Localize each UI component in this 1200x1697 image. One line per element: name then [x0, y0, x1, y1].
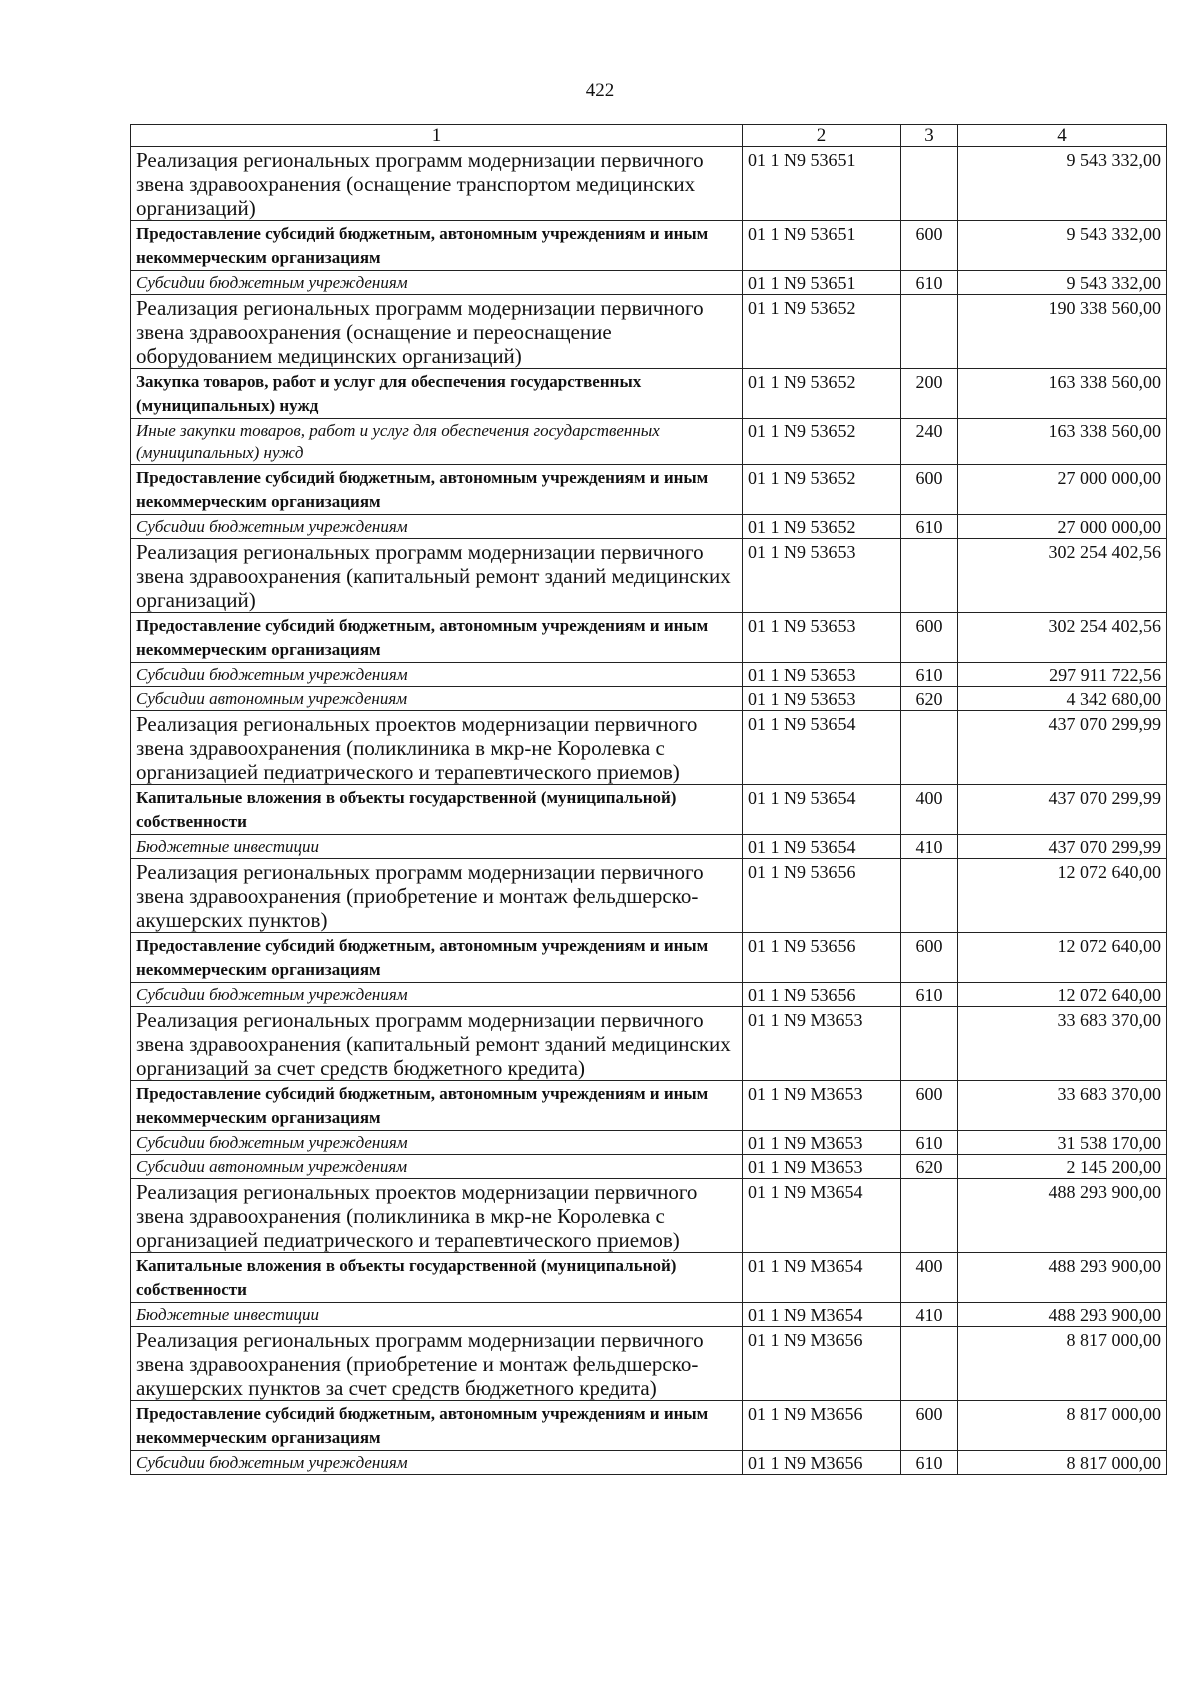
- row-amount-cell: 437 070 299,99: [958, 785, 1167, 835]
- table-row: [131, 271, 1167, 295]
- row-code-cell: 01 1 N9 53651: [743, 221, 901, 271]
- row-name-cell: Капитальные вложения в объекты государственной (муниципальной) собственности: [131, 1253, 743, 1303]
- row-name-cell: Бюджетные инвестиции: [131, 1303, 743, 1327]
- row-name-cell: Капитальные вложения в объекты государственной (муниципальной) собственности: [131, 785, 743, 835]
- row-amount-cell: 437 070 299,99: [958, 711, 1167, 785]
- row-code-cell: 01 1 N9 M3653: [743, 1007, 901, 1081]
- row-vr-cell: 600: [901, 1081, 958, 1131]
- row-name-cell: Предоставление субсидий бюджетным, автономным учреждениям и иным некоммерческим организациям: [131, 933, 743, 983]
- row-vr-cell: 620: [901, 687, 958, 711]
- row-amount-cell: 190 338 560,00: [958, 295, 1167, 369]
- row-vr-cell: 600: [901, 465, 958, 515]
- row-amount-cell: 488 293 900,00: [958, 1303, 1167, 1327]
- row-name-cell: Субсидии бюджетным учреждениям: [131, 271, 743, 295]
- row-name-cell: Реализация региональных проектов модернизации первичного звена здравоохранения (поликлиника в мкр-не Королевка с организацией педиатрического и терапевтического приемов): [131, 1179, 743, 1253]
- row-vr-cell: 600: [901, 613, 958, 663]
- table-row: [131, 785, 1167, 835]
- row-name-cell: Реализация региональных проектов модернизации первичного звена здравоохранения (поликлиника в мкр-не Королевка с организацией педиатрического и терапевтического приемов): [131, 711, 743, 785]
- table-body: [131, 147, 1167, 1475]
- row-vr-cell: 600: [901, 1401, 958, 1451]
- row-vr-cell: 410: [901, 1303, 958, 1327]
- row-code-cell: 01 1 N9 53656: [743, 933, 901, 983]
- row-amount-cell: 33 683 370,00: [958, 1081, 1167, 1131]
- row-name-cell: Субсидии бюджетным учреждениям: [131, 515, 743, 539]
- row-name-cell: Реализация региональных программ модернизации первичного звена здравоохранения (оснащение транспортом медицинских организаций): [131, 147, 743, 221]
- row-code-cell: 01 1 N9 M3654: [743, 1303, 901, 1327]
- row-code-cell: 01 1 N9 M3654: [743, 1253, 901, 1303]
- row-vr-cell: [901, 859, 958, 933]
- row-vr-cell: [901, 1327, 958, 1401]
- row-amount-cell: 4 342 680,00: [958, 687, 1167, 711]
- row-code-cell: 01 1 N9 53652: [743, 419, 901, 465]
- row-vr-cell: [901, 1007, 958, 1081]
- table-row: [131, 1179, 1167, 1253]
- row-code-cell: 01 1 N9 53651: [743, 271, 901, 295]
- row-vr-cell: 610: [901, 663, 958, 687]
- header-col-3: 3: [901, 125, 958, 147]
- row-vr-cell: 240: [901, 419, 958, 465]
- row-amount-cell: 488 293 900,00: [958, 1179, 1167, 1253]
- table-row: [131, 1327, 1167, 1401]
- row-name-cell: Предоставление субсидий бюджетным, автономным учреждениям и иным некоммерческим организациям: [131, 1081, 743, 1131]
- table-row: [131, 539, 1167, 613]
- row-amount-cell: 437 070 299,99: [958, 835, 1167, 859]
- row-code-cell: 01 1 N9 53652: [743, 515, 901, 539]
- row-vr-cell: 600: [901, 933, 958, 983]
- row-code-cell: 01 1 N9 53656: [743, 983, 901, 1007]
- row-name-cell: Иные закупки товаров, работ и услуг для обеспечения государственных (муниципальных) нужд: [131, 419, 743, 465]
- row-amount-cell: 9 543 332,00: [958, 221, 1167, 271]
- table-row: [131, 295, 1167, 369]
- row-code-cell: 01 1 N9 53653: [743, 613, 901, 663]
- row-vr-cell: 610: [901, 1131, 958, 1155]
- row-vr-cell: 400: [901, 1253, 958, 1303]
- row-vr-cell: [901, 1179, 958, 1253]
- row-name-cell: Субсидии бюджетным учреждениям: [131, 1131, 743, 1155]
- row-vr-cell: 610: [901, 515, 958, 539]
- row-code-cell: 01 1 N9 53654: [743, 785, 901, 835]
- row-code-cell: 01 1 N9 53652: [743, 465, 901, 515]
- table-row: [131, 663, 1167, 687]
- row-amount-cell: 297 911 722,56: [958, 663, 1167, 687]
- row-code-cell: 01 1 N9 M3653: [743, 1131, 901, 1155]
- row-code-cell: 01 1 N9 M3656: [743, 1327, 901, 1401]
- row-code-cell: 01 1 N9 53652: [743, 295, 901, 369]
- row-name-cell: Предоставление субсидий бюджетным, автономным учреждениям и иным некоммерческим организациям: [131, 613, 743, 663]
- row-amount-cell: 302 254 402,56: [958, 613, 1167, 663]
- row-code-cell: 01 1 N9 53653: [743, 539, 901, 613]
- row-name-cell: Реализация региональных программ модернизации первичного звена здравоохранения (капитальный ремонт зданий медицинских организаций за счет средств бюджетного кредита): [131, 1007, 743, 1081]
- row-amount-cell: 12 072 640,00: [958, 983, 1167, 1007]
- row-name-cell: Реализация региональных программ модернизации первичного звена здравоохранения (капитальный ремонт зданий медицинских организаций): [131, 539, 743, 613]
- row-amount-cell: 9 543 332,00: [958, 147, 1167, 221]
- header-col-4: 4: [958, 125, 1167, 147]
- row-amount-cell: 12 072 640,00: [958, 933, 1167, 983]
- row-vr-cell: 200: [901, 369, 958, 419]
- page-number: 422: [585, 80, 615, 101]
- row-amount-cell: 9 543 332,00: [958, 271, 1167, 295]
- row-code-cell: 01 1 N9 53653: [743, 687, 901, 711]
- row-vr-cell: [901, 147, 958, 221]
- table-row: [131, 1451, 1167, 1475]
- row-vr-cell: 620: [901, 1155, 958, 1179]
- table-row: [131, 1007, 1167, 1081]
- header-col-1: 1: [131, 125, 743, 147]
- row-name-cell: Реализация региональных программ модернизации первичного звена здравоохранения (приобретение и монтаж фельдшерско-акушерских пунктов): [131, 859, 743, 933]
- row-name-cell: Субсидии автономным учреждениям: [131, 687, 743, 711]
- row-amount-cell: 33 683 370,00: [958, 1007, 1167, 1081]
- row-name-cell: Субсидии бюджетным учреждениям: [131, 663, 743, 687]
- table-row: [131, 419, 1167, 465]
- table-row: [131, 515, 1167, 539]
- row-name-cell: Предоставление субсидий бюджетным, автономным учреждениям и иным некоммерческим организациям: [131, 221, 743, 271]
- row-code-cell: 01 1 N9 53652: [743, 369, 901, 419]
- table-row: [131, 1131, 1167, 1155]
- row-code-cell: 01 1 N9 53656: [743, 859, 901, 933]
- row-amount-cell: 8 817 000,00: [958, 1327, 1167, 1401]
- table-row: [131, 147, 1167, 221]
- row-name-cell: Реализация региональных программ модернизации первичного звена здравоохранения (оснащение и переоснащение оборудованием медицинских организаций): [131, 295, 743, 369]
- table-row: [131, 1155, 1167, 1179]
- row-amount-cell: 12 072 640,00: [958, 859, 1167, 933]
- row-vr-cell: 610: [901, 1451, 958, 1475]
- row-code-cell: 01 1 N9 53651: [743, 147, 901, 221]
- row-amount-cell: 31 538 170,00: [958, 1131, 1167, 1155]
- row-vr-cell: 610: [901, 983, 958, 1007]
- row-vr-cell: 610: [901, 271, 958, 295]
- row-name-cell: Предоставление субсидий бюджетным, автономным учреждениям и иным некоммерческим организациям: [131, 1401, 743, 1451]
- row-vr-cell: [901, 539, 958, 613]
- table-row: [131, 687, 1167, 711]
- row-name-cell: Бюджетные инвестиции: [131, 835, 743, 859]
- table-row: [131, 1401, 1167, 1451]
- row-code-cell: 01 1 N9 M3656: [743, 1401, 901, 1451]
- row-amount-cell: 27 000 000,00: [958, 515, 1167, 539]
- row-name-cell: Реализация региональных программ модернизации первичного звена здравоохранения (приобретение и монтаж фельдшерско-акушерских пунктов за счет средств бюджетного кредита): [131, 1327, 743, 1401]
- row-amount-cell: 302 254 402,56: [958, 539, 1167, 613]
- row-name-cell: Субсидии бюджетным учреждениям: [131, 1451, 743, 1475]
- row-name-cell: Субсидии автономным учреждениям: [131, 1155, 743, 1179]
- row-name-cell: Субсидии бюджетным учреждениям: [131, 983, 743, 1007]
- table-row: [131, 369, 1167, 419]
- row-amount-cell: 488 293 900,00: [958, 1253, 1167, 1303]
- row-vr-cell: 410: [901, 835, 958, 859]
- table-row: [131, 711, 1167, 785]
- row-amount-cell: 8 817 000,00: [958, 1451, 1167, 1475]
- row-vr-cell: [901, 295, 958, 369]
- row-code-cell: 01 1 N9 53654: [743, 835, 901, 859]
- table-row: [131, 859, 1167, 933]
- table-row: [131, 1253, 1167, 1303]
- header-col-2: 2: [743, 125, 901, 147]
- row-amount-cell: 27 000 000,00: [958, 465, 1167, 515]
- table-row: [131, 613, 1167, 663]
- row-code-cell: 01 1 N9 M3654: [743, 1179, 901, 1253]
- table-row: [131, 983, 1167, 1007]
- row-vr-cell: [901, 711, 958, 785]
- row-name-cell: Закупка товаров, работ и услуг для обеспечения государственных (муниципальных) нужд: [131, 369, 743, 419]
- table-row: [131, 221, 1167, 271]
- row-vr-cell: 600: [901, 221, 958, 271]
- row-amount-cell: 163 338 560,00: [958, 369, 1167, 419]
- table-row: [131, 465, 1167, 515]
- row-code-cell: 01 1 N9 53654: [743, 711, 901, 785]
- table-row: [131, 933, 1167, 983]
- row-code-cell: 01 1 N9 M3653: [743, 1081, 901, 1131]
- row-name-cell: Предоставление субсидий бюджетным, автономным учреждениям и иным некоммерческим организациям: [131, 465, 743, 515]
- row-amount-cell: 163 338 560,00: [958, 419, 1167, 465]
- row-amount-cell: 2 145 200,00: [958, 1155, 1167, 1179]
- table-row: [131, 1081, 1167, 1131]
- table-row: [131, 1303, 1167, 1327]
- row-amount-cell: 8 817 000,00: [958, 1401, 1167, 1451]
- budget-table: [130, 124, 1167, 1475]
- row-code-cell: 01 1 N9 53653: [743, 663, 901, 687]
- row-vr-cell: 400: [901, 785, 958, 835]
- row-code-cell: 01 1 N9 M3653: [743, 1155, 901, 1179]
- row-code-cell: 01 1 N9 M3656: [743, 1451, 901, 1475]
- header-row: [131, 125, 1167, 147]
- table-row: [131, 835, 1167, 859]
